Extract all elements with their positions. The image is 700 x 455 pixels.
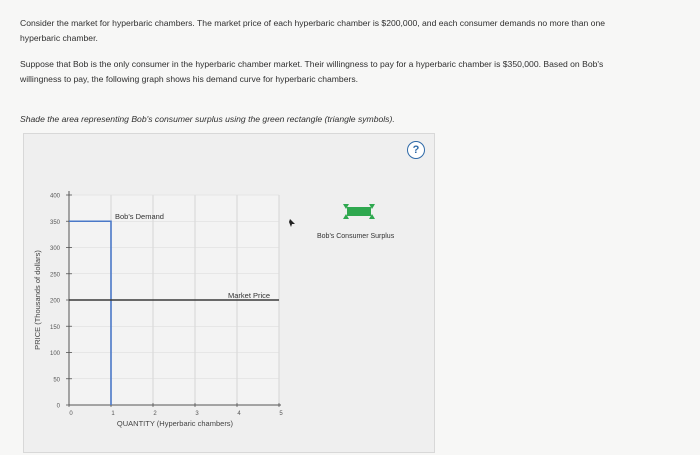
- y-tick-label: 0: [56, 403, 60, 410]
- x-tick-label: 4: [237, 411, 241, 417]
- help-icon[interactable]: ?: [407, 141, 425, 159]
- y-tick-label: 350: [49, 219, 60, 226]
- x-tick-label: 1: [111, 411, 115, 417]
- scenario-text: Suppose that Bob is the only consumer in the hyperbaric chamber market. Their willingness to pay for a hyperbaric chamber is $350,000. Based on Bob's willingness to pay, the following graph shows his demand curve for hyperbaric chambers.: [20, 59, 604, 84]
- y-tick-label: 100: [49, 351, 60, 357]
- demand-label: Bob's Demand: [115, 212, 164, 221]
- legend-label: Bob's Consumer Surplus: [317, 233, 395, 240]
- y-tick-label: 250: [49, 272, 60, 279]
- x-tick-label: 5: [279, 411, 283, 417]
- y-tick-label: 300: [49, 246, 60, 252]
- x-tick-label: 3: [195, 411, 199, 417]
- instruction-text: Shade the area representing Bob's consumer surplus using the green rectangle (triangle symbols).: [20, 114, 395, 124]
- x-tick-label: 2: [153, 411, 157, 417]
- y-axis-label: PRICE (Thousands of dollars): [33, 250, 42, 350]
- x-axis-label: QUANTITY (Hyperbaric chambers): [116, 419, 234, 428]
- intro-text: Consider the market for hyperbaric chambers. The market price of each hyperbaric chamber is $200,000, and each consumer demands no more than one hyperbaric chamber.: [20, 18, 606, 43]
- y-tick-label: 400: [49, 193, 60, 200]
- cursor-icon: [289, 219, 295, 227]
- market-price-label: Market Price: [228, 291, 271, 300]
- x-tick-label: 0: [69, 411, 73, 417]
- y-tick-label: 200: [49, 298, 60, 305]
- consumer-surplus-rectangle-icon[interactable]: [347, 207, 371, 216]
- y-tick-label: 150: [49, 324, 60, 331]
- y-tick-label: 50: [53, 377, 60, 384]
- consumer-surplus-tool[interactable]: [343, 204, 375, 219]
